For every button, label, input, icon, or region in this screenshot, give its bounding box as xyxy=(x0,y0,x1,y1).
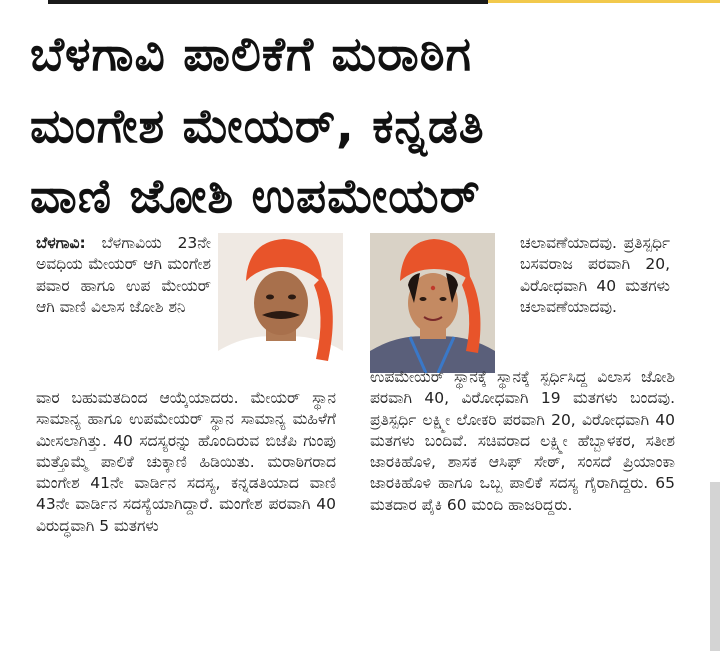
page-edge-strip xyxy=(710,482,720,651)
article-left-column xyxy=(36,233,211,318)
top-accent-bar xyxy=(488,0,720,3)
article-right-column xyxy=(520,233,670,318)
headline-line-3: ವಾಣಿ ಜೋಶಿ ಉಪಮೇಯರ್ xyxy=(30,169,481,224)
right-column-text: ಚಲಾವಣೆಯಾದವು. ಪ್ರತಿಸ್ಪರ್ಧಿ ಬಸವರಾಜ ಪರವಾಗಿ 20, ವಿರೋಧವಾಗಿ 40 ಮತಗಳು ಚಲಾವಣೆಯಾದವು. xyxy=(520,234,670,316)
article-left-wide-column xyxy=(36,388,336,537)
headline-line-2: ಮಂಗೇಶ ಮೇಯರ್, ಕನ್ನಡತಿ xyxy=(30,99,485,154)
right-wide-text: ಉಪಮೇಯರ್ ಸ್ಥಾನಕ್ಕೆ ಸ್ಥಾನಕ್ಕೆ ಸ್ಪರ್ಧಿಸಿದ್ದ ವಿಲಾಸ ಜೋಶಿ ಪರವಾಗಿ 40, ವಿರೋಧವಾಗಿ 19 ಮತಗಳು ಬಂದವು. ಪ್ರತಿಸ್ಪರ್ಧಿ ಲಕ್ಷ್ಮೀ ಲೋಕರಿ ಪರವಾಗಿ 20, ವಿರೋಧವಾಗಿ 40 ಮತಗಳು ಬಂದಿವೆ. ಸಚಿವರಾದ ಲಕ್ಷ್ಮೀ ಹೆಬ್ಬಾಳಕರ, ಸತೀಶ ಜಾರಕಿಹೊಳಿ, ಶಾಸಕ ಆಸಿಫ್ ಸೇಠ್, ಸಂಸದೆ ಪ್ರಿಯಾಂಕಾ ಜಾರಕಿಹೊಳಿ ಹಾಗೂ ಒಬ್ಬ ಪಾಲಿಕೆ ಸದಸ್ಯ ಗೈರಾಗಿದ್ದರು. 65 ಮತದಾರ ಪೈಕಿ 60 ಮಂದಿ ಹಾಜರಿದ್ದರು. xyxy=(370,368,675,514)
headline-line-1: ಬೆಳಗಾವಿ ಪಾಲಿಕೆಗೆ ಮರಾಠಿಗ xyxy=(30,27,472,82)
deputy-mayor-photo xyxy=(370,233,495,373)
deputy-mayor-portrait-icon xyxy=(370,233,495,373)
dateline: ಬೆಳಗಾವಿ: xyxy=(36,234,86,252)
mayor-portrait-icon xyxy=(218,233,343,373)
top-rule xyxy=(48,0,488,4)
mayor-photo xyxy=(218,233,343,373)
left-column-text: ಬೆಳಗಾವಿಯ 23ನೇ ಅವಧಿಯ ಮೇಯರ್ ಆಗಿ ಮಂಗೇಶ ಪವಾರ ಹಾಗೂ ಉಪ ಮೇಯರ್ ಆಗಿ ವಾಣಿ ವಿಲಾಸ ಜೋಶಿ ಶನಿ xyxy=(36,234,211,316)
article-right-wide-column xyxy=(370,367,675,516)
left-wide-text: ವಾರ ಬಹುಮತದಿಂದ ಆಯ್ಕೆಯಾದರು. ಮೇಯರ್ ಸ್ಥಾನ ಸಾಮಾನ್ಯ ಹಾಗೂ ಉಪಮೇಯರ್ ಸ್ಥಾನ ಸಾಮಾನ್ಯ ಮಹಿಳೆಗೆ ಮೀಸಲಾಗಿತ್ತು. 40 ಸದಸ್ಯರನ್ನು ಹೊಂದಿರುವ ಬಿಜೆಪಿ ಗುಂಪು ಮತ್ತೊಮ್ಮೆ ಪಾಲಿಕೆ ಚುಕ್ಕಾಣಿ ಹಿಡಿಯಿತು. ಮರಾಠಿಗರಾದ ಮಂಗೇಶ 41ನೇ ವಾರ್ಡಿನ ಸದಸ್ಯ, ಕನ್ನಡತಿಯಾದ ವಾಣಿ 43ನೇ ವಾರ್ಡಿನ ಸದಸ್ಯೆಯಾಗಿದ್ದಾರೆ. ಮಂಗೇಶ ಪರವಾಗಿ 40 ವಿರುದ್ಧವಾಗಿ 5 ಮತಗಳು xyxy=(36,389,336,535)
